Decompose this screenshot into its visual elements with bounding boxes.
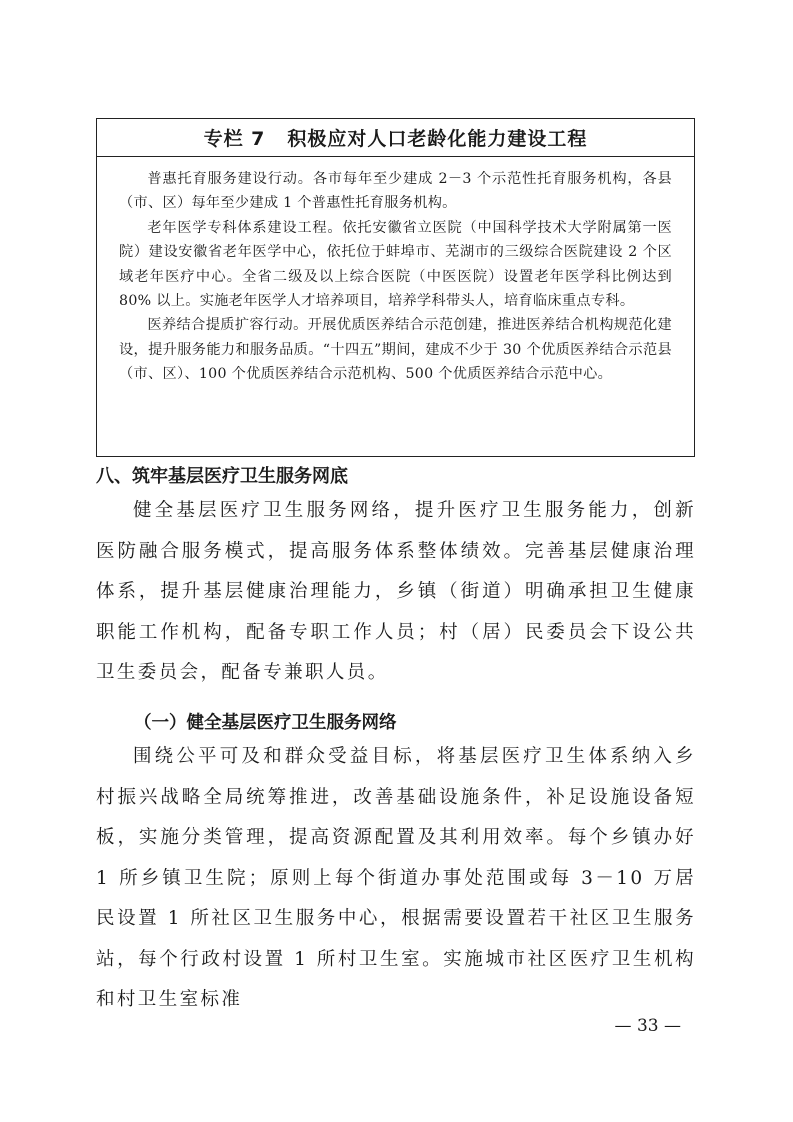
page-number: — 33 — <box>614 1016 681 1036</box>
section-intro <box>96 491 696 694</box>
feature-box <box>96 118 695 457</box>
section-heading: 八、筑牢基层医疗卫生服务网底 <box>96 466 348 487</box>
feature-box-title <box>97 119 694 157</box>
feature-paragraph: 老年医学专科体系建设工程。依托安徽省立医院（中国科学技术大学附属第一医院）建设安徽省老年医学中心，依托位于蚌埠市、芜湖市的三级综合医院建设 2 个区域老年医疗中心。全省二级及以上综合医院（中医医院）设置老年医学科比例达到 80% 以上。实施老年医学人才培养项目，培养学科带头人，培育临床重点专科。 <box>119 219 672 310</box>
feature-box-heading: 积极应对人口老龄化能力建设工程 <box>287 128 588 150</box>
feature-box-body <box>97 157 694 387</box>
sub-paragraph: 围绕公平可及和群众受益目标，将基层医疗卫生体系纳入乡村振兴战略全局统筹推进，改善基础设施条件，补足设施设备短板，实施分类管理，提高资源配置及其利用效率。每个乡镇办好 1 所乡镇卫生院；原则上每个街道办事处范围或每 3－10 万居民设置 1 所社区卫生服务中心，根据需要设置若干社区卫生服务站，每个行政村设置 1 所村卫生室。实施城市社区医疗卫生机构和村卫生室标准 <box>96 746 696 1010</box>
intro-paragraph: 健全基层医疗卫生服务网络，提升医疗卫生服务能力，创新医防融合服务模式，提高服务体系整体绩效。完善基层健康治理体系，提升基层健康治理能力，乡镇（街道）明确承担卫生健康职能工作机构，配备专职工作人员；村（居）民委员会下设公共卫生委员会，配备专兼职人员。 <box>96 500 696 683</box>
feature-box-label: 专栏 7 <box>203 128 266 150</box>
feature-paragraph: 医养结合提质扩容行动。开展优质医养结合示范创建，推进医养结合机构规范化建设，提升服务能力和服务品质。“十四五”期间，建成不少于 30 个优质医养结合示范县（市、区）、100 个优质医养结合示范机构、500 个优质医养结合示范中心。 <box>119 317 672 383</box>
sub-section-body <box>96 737 696 1021</box>
feature-paragraph: 普惠托育服务建设行动。各市每年至少建成 2－3 个示范性托育服务机构，各县（市、区）每年至少建成 1 个普惠性托育服务机构。 <box>119 171 672 212</box>
sub-heading: （一）健全基层医疗卫生服务网络 <box>134 713 397 733</box>
